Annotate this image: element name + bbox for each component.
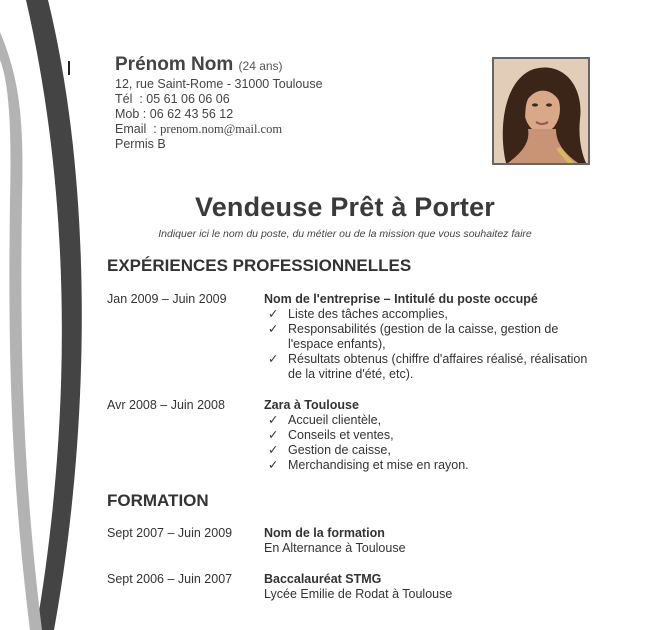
education-dates: Sept 2007 – Juin 2009 (107, 526, 233, 540)
decorative-curves (0, 0, 120, 630)
check-icon: ✓ (268, 443, 279, 457)
address: 12, rue Saint-Rome - 31000 Toulouse (115, 77, 323, 91)
light-curve-band (0, 32, 42, 630)
portrait-photo (492, 57, 590, 165)
list-item (264, 458, 594, 473)
education-dates: Sept 2006 – Juin 2007 (107, 572, 233, 586)
check-icon: ✓ (268, 322, 279, 336)
phone-number: 05 61 06 06 06 (146, 92, 230, 106)
candidate-name-line (115, 54, 445, 77)
list-item-text: Responsabilités (gestion de la caisse, gestion de l'espace enfants), (288, 322, 559, 351)
list-item-text: Accueil clientèle, (288, 413, 382, 427)
portrait-illustration (494, 59, 588, 163)
experience-content (264, 398, 594, 473)
list-item (264, 443, 594, 458)
list-item (264, 307, 594, 322)
list-item-text: Conseils et ventes, (288, 428, 394, 442)
right-eye (546, 103, 552, 106)
list-item-text: Résultats obtenus (chiffre d'affaires réalisé, réalisation de la vitrine d'été, etc). (288, 352, 588, 381)
email-line: Email : prenom.nom@mail.com (115, 122, 283, 136)
email-label: Email (115, 122, 147, 136)
job-title: Vendeuse Prêt à Porter (194, 192, 496, 222)
phone-label: Tél (115, 92, 133, 106)
education-detail: En Alternance à Toulouse (264, 541, 406, 555)
check-icon: ✓ (268, 428, 279, 442)
education-content (264, 572, 594, 602)
mobile-line: Mob : 06 62 43 56 12 (115, 107, 234, 121)
dark-curve-band (26, 0, 82, 630)
experience-section-title: EXPÉRIENCES PROFESSIONNELLES (107, 256, 412, 275)
task-list (264, 307, 594, 382)
list-item (264, 352, 594, 382)
check-icon: ✓ (268, 413, 279, 427)
check-icon: ✓ (268, 352, 279, 366)
education-content (264, 526, 594, 556)
education-detail: Lycée Emilie de Rodat à Toulouse (264, 587, 453, 601)
candidate-age: (24 ans) (238, 59, 283, 73)
education-heading: Baccalauréat STMG (264, 572, 382, 586)
check-icon: ✓ (268, 458, 279, 472)
phone-line: Tél : 05 61 06 06 06 (115, 92, 230, 106)
mobile-number: 06 62 43 56 12 (149, 107, 234, 121)
experience-heading: Zara à Toulouse (264, 398, 359, 412)
left-eye (532, 103, 538, 106)
contact-block (115, 54, 445, 152)
experience-heading: Nom de l'entreprise – Intitulé du poste occupé (264, 292, 538, 306)
list-item-text: Liste des tâches accomplies, (288, 307, 448, 321)
list-item-text: Merchandising et mise en rayon. (288, 458, 469, 472)
list-item-text: Gestion de caisse, (288, 443, 391, 457)
check-icon: ✓ (268, 307, 279, 321)
list-item (264, 413, 594, 428)
job-subtitle: Indiquer ici le nom du poste, du métier ou de la mission que vous souhaitez faire (158, 228, 532, 240)
experience-dates: Jan 2009 – Juin 2009 (107, 292, 227, 306)
task-list (264, 413, 594, 473)
experience-dates: Avr 2008 – Juin 2008 (107, 398, 225, 412)
candidate-name: Prénom Nom (115, 54, 234, 75)
email-address: prenom.nom@mail.com (160, 122, 283, 136)
text-cursor (68, 61, 70, 75)
experience-content (264, 292, 594, 382)
driving-license: Permis B (115, 137, 166, 151)
list-item (264, 428, 594, 443)
education-heading: Nom de la formation (264, 526, 385, 540)
list-item (264, 322, 594, 352)
education-section-title: FORMATION (107, 491, 209, 510)
mobile-label: Mob (115, 107, 140, 121)
